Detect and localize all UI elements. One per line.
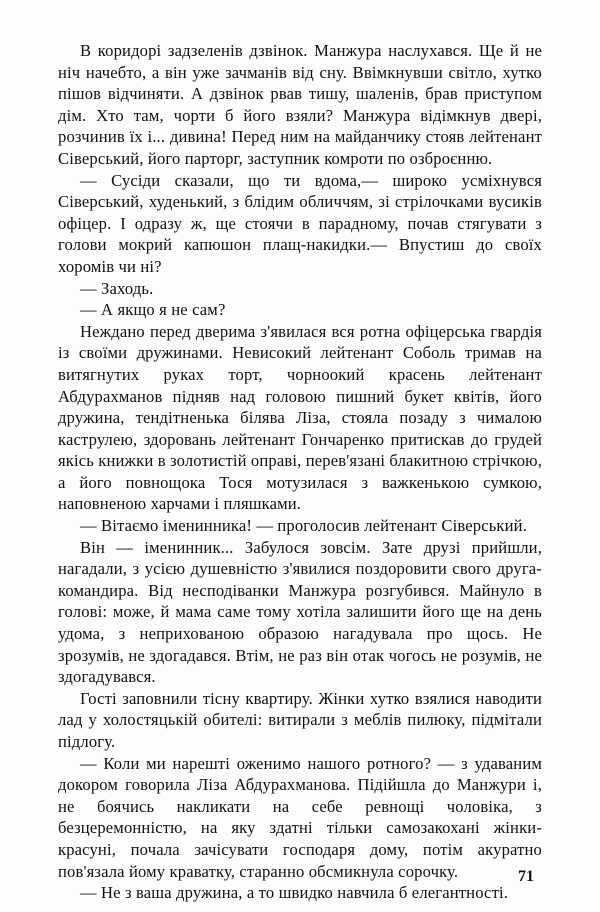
paragraph: — Вітаємо іменинника! — проголосив лейтенант Сіверський. xyxy=(80,516,527,536)
paragraph: — А якщо я не сам? xyxy=(80,300,226,320)
text-column xyxy=(58,40,542,904)
paragraph: Він — іменинник... Забулося зовсім. Зате друзі прийшли, нагадали, з усією душевністю з'явилися поздоровити свого друга-командира. Від несподіванки Манжура розгубився. Майнуло в голові: може, й мама саме тому хотіла залишити його ще на день удома, з неприхованою образою нагадувала про щось. Не зрозумів, не здогадався. Втім, не раз він отак чогось не розумів, не здогадувався. xyxy=(58,537,542,687)
paragraph: — Коли ми нарешті оженимо нашого ротного? — з удаваним докором говорила Ліза Абдурахманова. Підійшла до Манжури і, не боячись накликати на себе ревнощі чоловіка, з безцеремонністю, на яку здатні тільки самозакохані жінки-красуні, почала зачісувати господаря дому, потім акуратно пов'язала йому краватку, старанно обсмикнула сорочку. xyxy=(58,753,542,881)
paragraph: — Заходь. xyxy=(80,278,154,298)
paragraph: Гості заповнили тісну квартиру. Жінки хутко взялися наводити лад у холостяцькій обителі: витирали з меблів пилюку, підмітали підлогу. xyxy=(58,688,542,751)
paragraph: Нежданo перед дверима з'явилася вся ротна офіцерська гвардія із своїми дружинами. Невисокий лейтенант Соболь тримав на витягнутих руках торт, чорноокий красень лейтенант Абдурахманов підняв над головою пишний букет квітів, його дружина, тендітненька білява Ліза, стояла позаду з чималою каструлею, здоровань лейтенант Гончаренко притискав до грудей якісь книжки в золотистій оправі, перев'язані блакитною стрічкою, а його повнощока Тося мотузилася з важкенькою сумкою, наповненою харчами і пляшками. xyxy=(58,321,543,514)
paragraph: В коридорі задзеленів дзвінок. Манжура наслухався. Ще й не ніч начебто, а він уже зачманів від сну. Ввімкнувши світло, хутко пішов відчиняти. А дзвінок рвав тишу, шаленів, брав приступом дім. Хто там, чорти б його взяли? Манжура відімкнув двері, розчинив їх і... дивина! Перед ним на майданчику стояв лейтенант Сіверський, його парторг, заступник комроти по озброєнню. xyxy=(58,41,542,168)
paragraph: — Сусіди сказали, що ти вдома,— широко усміхнувся Сіверський, худенький, з блідим обличчям, зі стрілочками вусиків офіцер. І одразу ж, ще стоячи в парадному, почав стягувати з голови мокрий капюшон плащ-накидки.— Впустиш до своїх хоромів чи ні? xyxy=(58,170,542,276)
page-number: 71 xyxy=(518,868,534,885)
paragraph: — Не з ваша дружина, а то швидко навчила б елегантності. xyxy=(80,883,509,903)
